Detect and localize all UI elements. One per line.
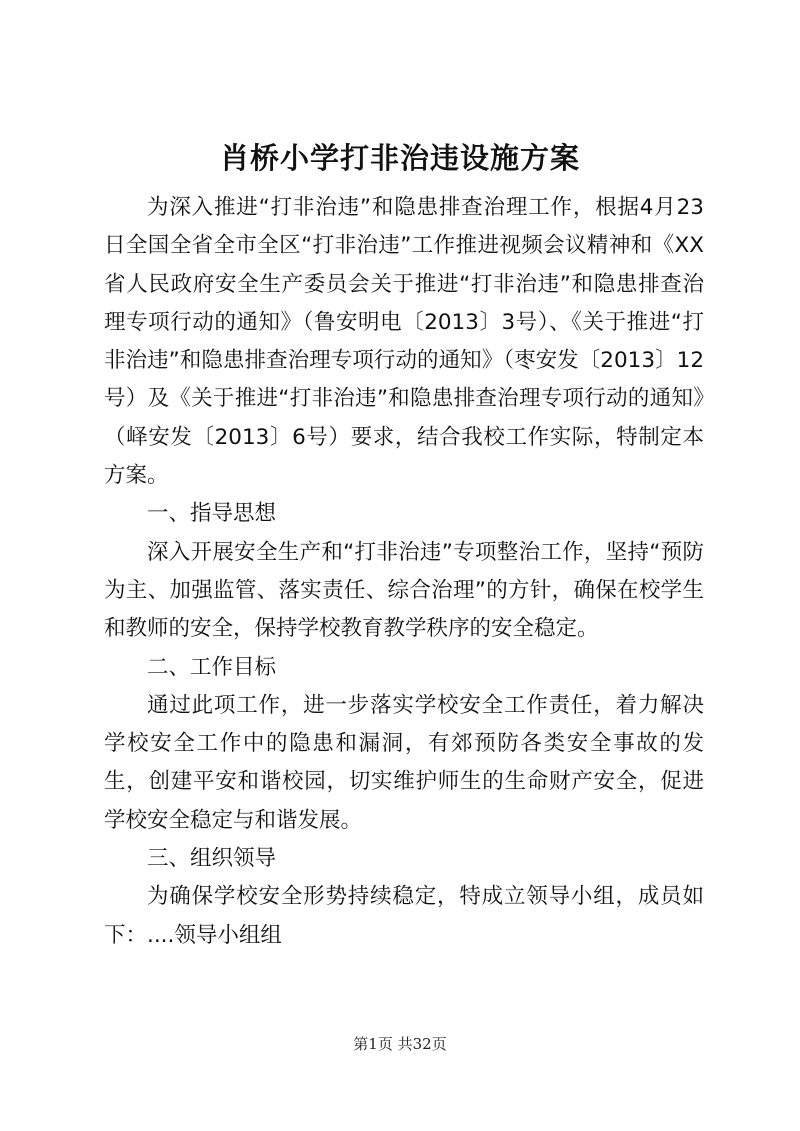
document-title: 肖桥小学打非治违设施方案 — [219, 141, 580, 175]
section-heading-work-goals: 二、工作目标 — [147, 654, 277, 680]
work-goals-paragraph: 通过此项工作，进一步落实学校安全工作责任，着力解决学校安全工作中的隐患和漏洞，有郊预防各类安全事故的发生，创建平安和谐校园，切实维护师生的生命财产安全，促进学校安全稳定与和谐发展。 — [104, 692, 704, 833]
section-heading-guiding-ideology: 一、指导思想 — [147, 501, 277, 527]
guiding-ideology-paragraph: 深入开展安全生产和“打非治违”专项整治工作，坚持“预防为主、加强监管、落实责任、综合治理”的方针，确保在校学生和教师的安全，保持学校教育教学秩序的安全稳定。 — [104, 539, 704, 642]
organization-leadership-paragraph: 为确保学校安全形势持续稳定，特成立领导小组，成员如下：....领导小组组 — [104, 884, 704, 948]
intro-paragraph: 为深入推进“打非治违”和隐患排查治理工作，根据4月23日全国全省全市全区“打非治违”工作推进视频会议精神和《XX省人民政府安全生产委员会关于推进“打非治违”和隐患排查治理专项行动的通知》（鲁安明电〔2013〕3号）、《关于推进“打非治违”和隐患排查治理专项行动的通知》（枣安发〔2013〕12号）及《关于推进“打非治违”和隐患排查治理专项行动的通知》（峄安发〔2013〕6号）要求，结合我校工作实际，特制定本方案。 — [104, 195, 704, 489]
document-body — [104, 189, 704, 955]
page-footer: 第1页 共32页 — [353, 1035, 447, 1053]
section-heading-organization-leadership: 三、组织领导 — [147, 846, 277, 872]
